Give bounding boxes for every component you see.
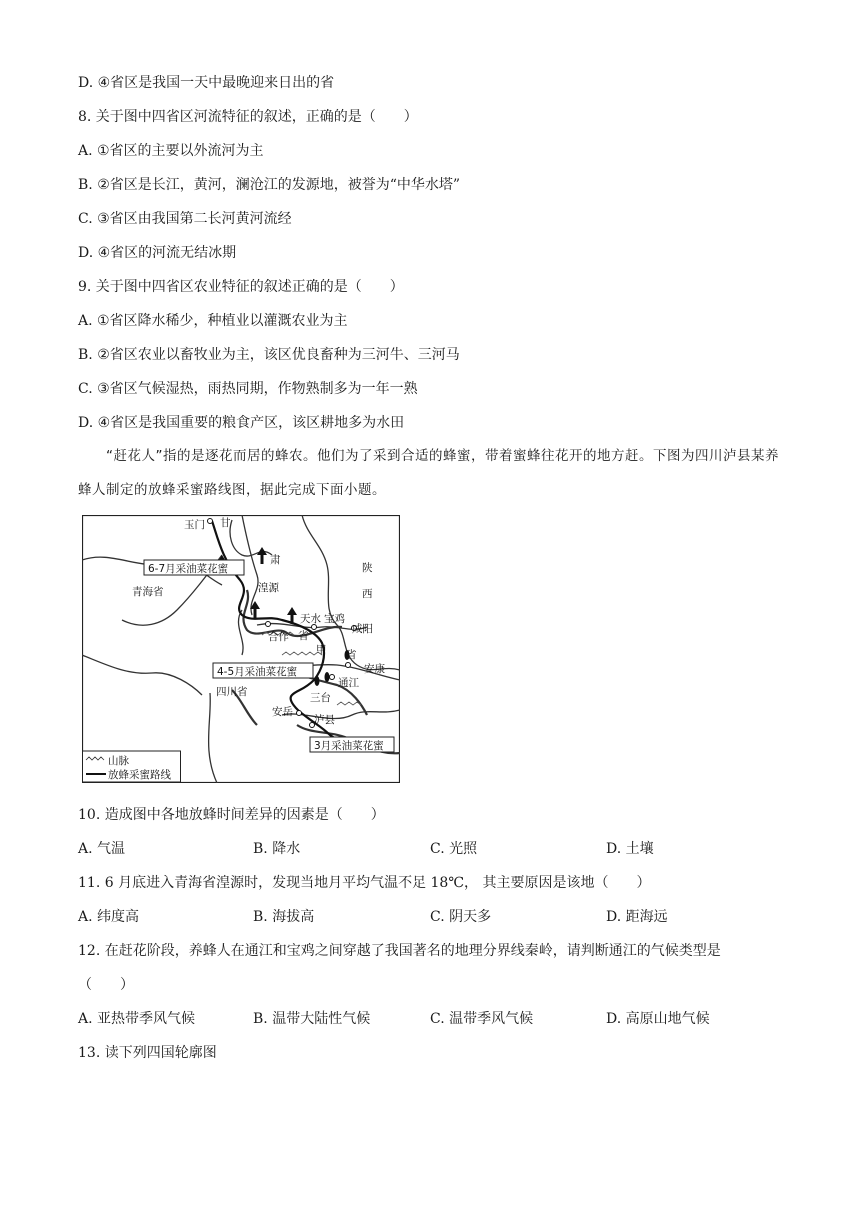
label-su: 肃 [270, 554, 281, 566]
q11-stem: 11. 6 月底进入青海省湟源时，发现当地月平均气温不足 18℃， 其主要原因是该地（ ） [78, 875, 651, 891]
label-gan: 甘 [220, 517, 231, 529]
intro-paragraph: “赶花人”指的是逐花而居的蜂农。他们为了采到合适的蜂蜜，带着蜜蜂往花开的地方赶。下图为四川泸县某养蜂人制定的放蜂采蜜路线图，据此完成下面小题。 [78, 448, 779, 498]
q9-stem: 9. 关于图中四省区农业特征的叙述正确的是（ ） [78, 279, 404, 295]
q12-stem: 12. 在赶花阶段，养蜂人在通江和宝鸡之间穿越了我国著名的地理分界线秦岭，请判断通江的气候类型是 [78, 943, 721, 959]
q13-stem: 13. 读下列四国轮廓图 [78, 1045, 217, 1061]
q9-option-b: B. ②省区农业以畜牧业为主，该区优良畜种为三河牛、三河马 [78, 347, 460, 363]
q12-option-b: B. 温带大陆性气候 [253, 1011, 371, 1027]
label-baoji: 宝鸡 [324, 613, 345, 625]
q12-option-d: D. 高原山地气候 [606, 1011, 710, 1027]
label-xianyang: 咸阳 [352, 623, 373, 635]
label-sichuan: 四川省 [216, 686, 248, 698]
q9-option-c: C. ③省区气候湿热，雨热同期，作物熟制多为一年一熟 [78, 381, 418, 397]
label-shaan: 陕 [362, 562, 373, 574]
label-qinghai: 青海省 [132, 586, 164, 598]
q9-option-a: A. ①省区降水稀少，种植业以灌溉农业为主 [78, 313, 348, 329]
label-huangyuan: 湟源 [258, 582, 279, 594]
label-sheng-2: 省 [346, 649, 357, 661]
q11-option-d: D. 距海远 [606, 909, 668, 925]
q10-option-c: C. 光照 [430, 841, 478, 857]
label-yumen: 玉门 [184, 519, 205, 531]
label-ankang: 安康 [364, 663, 385, 675]
label-sheng-1: 省 [298, 630, 309, 642]
label-jia: 甲 [316, 644, 327, 656]
q9-option-d: D. ④省区是我国重要的粮食产区，该区耕地多为水田 [78, 415, 405, 431]
q10-option-d: D. 土壤 [606, 841, 654, 857]
label-xi: 西 [362, 588, 373, 600]
label-hezuo: 合作 [268, 631, 289, 643]
q11-option-b: B. 海拔高 [253, 909, 315, 925]
legend-mountain-label: 山脉 [108, 755, 129, 767]
box-label-april-may: 4-5月采油菜花蜜 [217, 666, 298, 678]
label-luxian: 泸县 [314, 714, 335, 726]
q12-option-a: A. 亚热带季风气候 [78, 1011, 196, 1027]
q10-option-a: A. 气温 [78, 841, 126, 857]
q8-stem: 8. 关于图中四省区河流特征的叙述，正确的是（ ） [78, 109, 418, 125]
map-legend [83, 751, 181, 782]
label-anyue: 安岳 [272, 706, 293, 718]
q12-stem-cont: （ ） [78, 977, 134, 993]
q8-option-a: A. ①省区的主要以外流河为主 [78, 143, 264, 159]
q8-option-c: C. ③省区由我国第二长河黄河流经 [78, 211, 292, 227]
beekeeping-route-map [82, 515, 400, 783]
q10-option-b: B. 降水 [253, 841, 301, 857]
box-label-march: 3月采油菜花蜜 [314, 740, 384, 752]
q11-option-c: C. 阴天多 [430, 909, 492, 925]
label-santai: 三台 [310, 692, 331, 704]
q10-stem: 10. 造成图中各地放蜂时间差异的因素是（ ） [78, 807, 385, 823]
label-tianshui: 天水 [300, 613, 321, 625]
q7-option-d: D. ④省区是我国一天中最晚迎来日出的省 [78, 75, 335, 91]
legend-route-label: 放蜂采蜜路线 [108, 769, 171, 781]
label-tongjiang: 通江 [338, 677, 359, 689]
q8-option-b: B. ②省区是长江，黄河，澜沧江的发源地，被誉为“中华水塔” [78, 177, 461, 193]
q12-option-c: C. 温带季风气候 [430, 1011, 534, 1027]
q8-option-d: D. ④省区的河流无结冰期 [78, 245, 237, 261]
q11-option-a: A. 纬度高 [78, 909, 140, 925]
box-label-june-july: 6-7月采油菜花蜜 [148, 563, 229, 575]
